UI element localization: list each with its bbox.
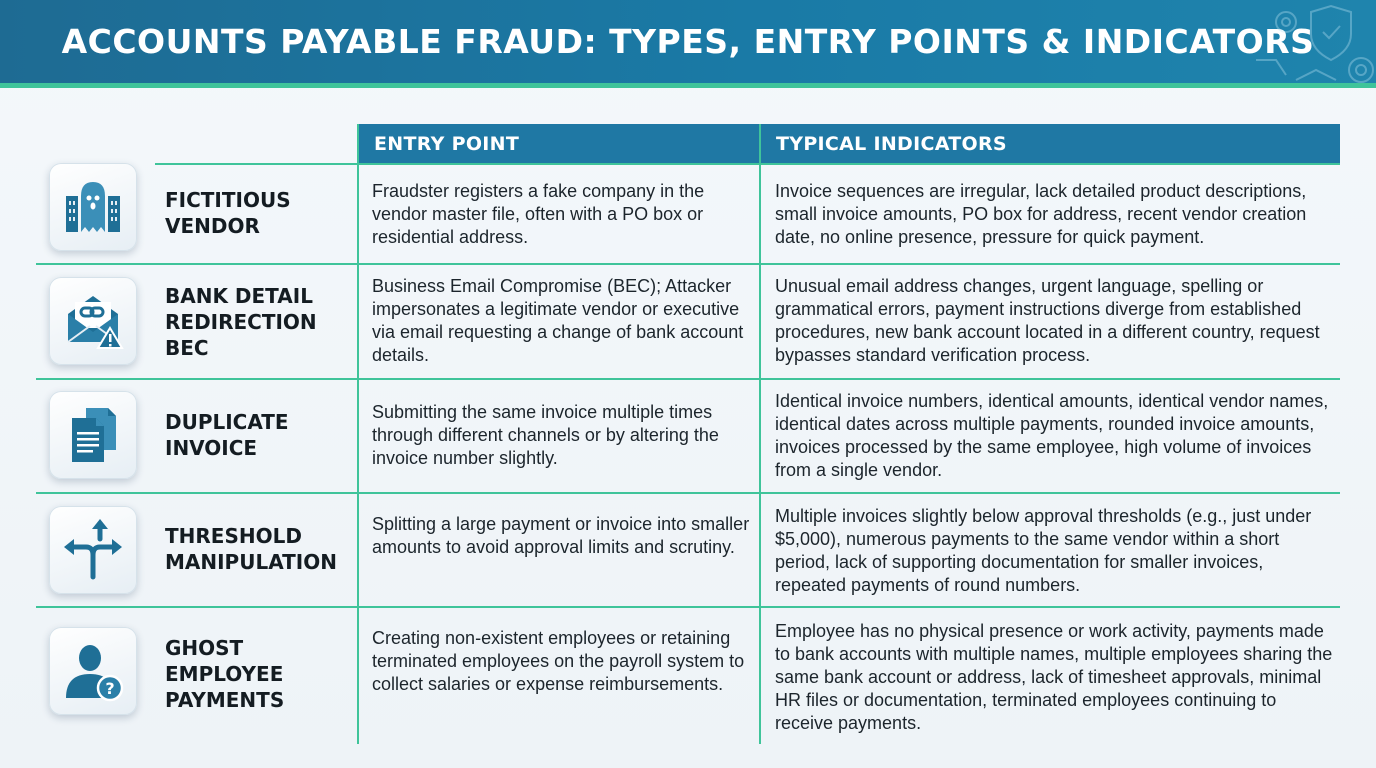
table-divider (357, 124, 359, 744)
icon-tile (49, 277, 137, 365)
table-divider (759, 124, 761, 744)
page-header (0, 0, 1376, 88)
table-divider (36, 263, 1340, 265)
fraud-type-label: GHOST EMPLOYEE PAYMENTS (165, 636, 285, 712)
person-question-icon (60, 638, 126, 704)
entry-point-text: Splitting a large payment or invoice into smaller amounts to avoid approval limits and scrutiny. (372, 514, 750, 557)
indicators-text: Unusual email address changes, urgent language, spelling or grammatical errors, payment instructions diverge from established procedures, new bank account located in a different country, request bypasses standard verification process. (775, 276, 1320, 365)
split-arrows-icon (60, 517, 126, 583)
fraud-type-label: BANK DETAIL REDIRECTION BEC (165, 284, 317, 360)
table-divider (36, 606, 1340, 608)
icon-tile (49, 506, 137, 594)
entry-point-text: Fraudster registers a fake company in the vendor master file, often with a PO box or residential address. (372, 181, 705, 247)
indicators-text: Multiple invoices slightly below approval thresholds (e.g., just under $5,000), numerous payments to the same vendor within a short period, lack of supporting documentation for smaller invoices, repeated payments of round numbers. (775, 506, 1312, 595)
indicators-text: Employee has no physical presence or work activity, payments made to bank accounts with multiple names, multiple employees sharing the same bank account or address, lack of timesheet approvals, minimal HR files or documentation, terminated employees continuing to receive payments. (775, 621, 1333, 733)
ghost-building-icon (60, 174, 126, 240)
fraud-type-label: FICTITIOUS VENDOR (165, 188, 291, 238)
fraud-type-label: DUPLICATE INVOICE (165, 410, 289, 460)
column-header-entry-point: ENTRY POINT (358, 124, 759, 164)
svg-text:?: ? (105, 679, 115, 698)
table-divider (36, 378, 1340, 380)
icon-tile (49, 391, 137, 479)
email-link-warning-icon (60, 288, 126, 354)
icon-tile (49, 163, 137, 251)
shield-gear-icon (1216, 0, 1376, 88)
entry-point-text: Submitting the same invoice multiple times through different channels or by altering the invoice number slightly. (372, 402, 719, 468)
fraud-type-label: THRESHOLD MANIPULATION (165, 524, 337, 574)
column-header-typical-indicators: TYPICAL INDICATORS (760, 124, 1340, 164)
duplicate-documents-icon (60, 402, 126, 468)
page-title: ACCOUNTS PAYABLE FRAUD: TYPES, ENTRY POINTS & INDICATORS (61, 22, 1315, 61)
indicators-text: Identical invoice numbers, identical amounts, identical vendor names, identical dates across multiple payments, rounded invoice amounts, invoices processed by the same employee, high volume of invoices from a single vendor. (775, 391, 1329, 480)
entry-point-text: Business Email Compromise (BEC); Attacker impersonates a legitimate vendor or executive via email requesting a change of bank account details. (372, 276, 744, 365)
table-divider (155, 163, 1340, 165)
icon-tile (49, 627, 137, 715)
indicators-text: Invoice sequences are irregular, lack detailed product descriptions, small invoice amounts, PO box for address, recent vendor creation date, no online presence, pressure for quick payment. (775, 181, 1307, 247)
table-divider (36, 492, 1340, 494)
entry-point-text: Creating non-existent employees or retaining terminated employees on the payroll system to collect salaries or expense reimbursements. (372, 628, 745, 694)
